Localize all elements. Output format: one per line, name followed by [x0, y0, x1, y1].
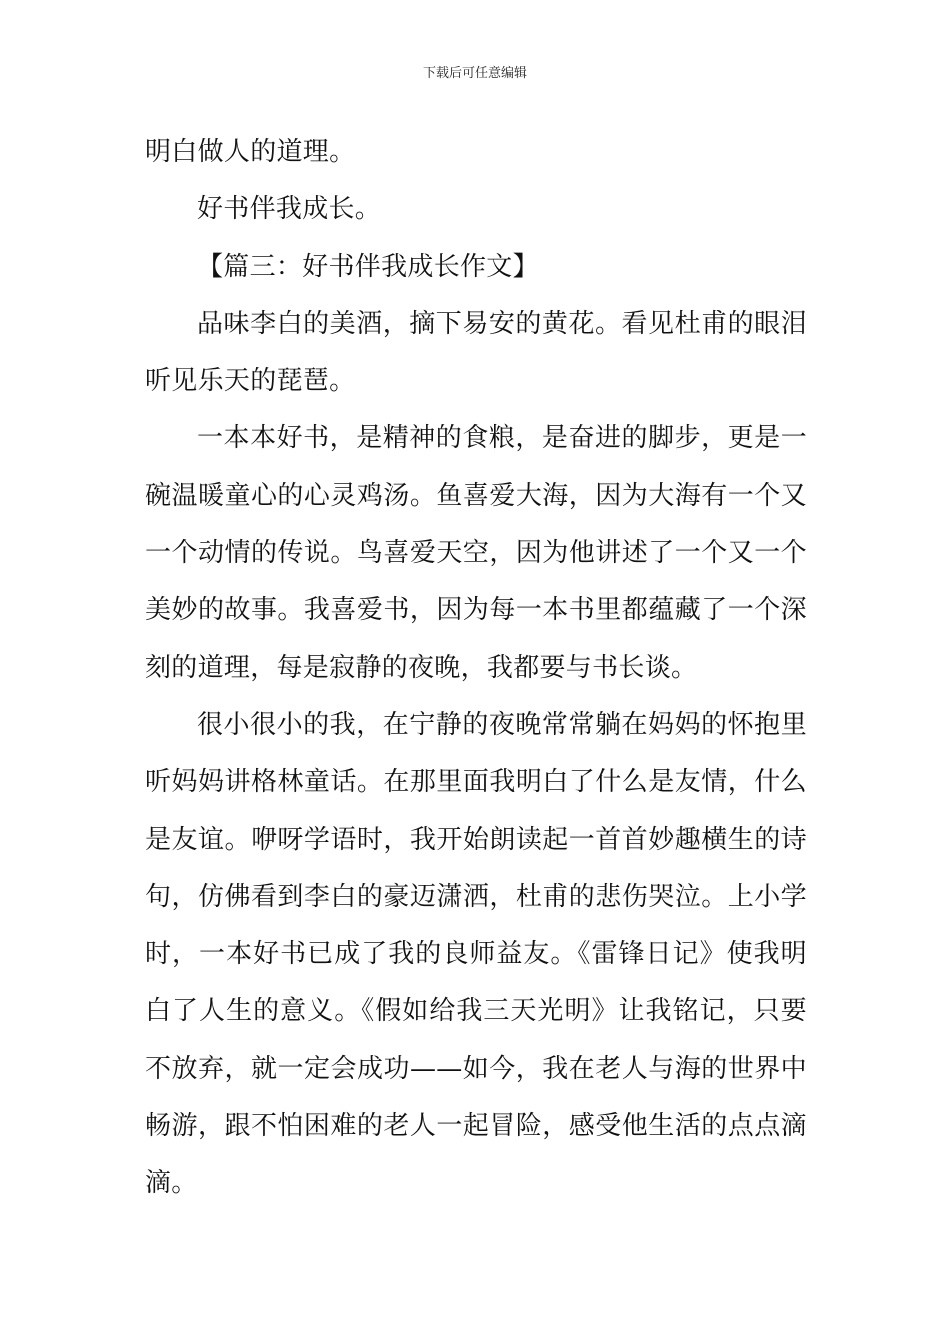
document-body [145, 124, 807, 1213]
paragraph: 一本本好书，是精神的食粮，是奋进的脚步，更是一碗温暖童心的心灵鸡汤。鱼喜爱大海，因为大海有一个又一个动情的传说。鸟喜爱天空，因为他讲述了一个又一个美妙的故事。我喜爱书，因为每一本书里都蕴藏了一个深刻的道理，每是寂静的夜晚，我都要与书长谈。 [145, 423, 807, 683]
paragraph: 很小很小的我，在宁静的夜晚常常躺在妈妈的怀抱里听妈妈讲格林童话。在那里面我明白了什么是友情，什么是友谊。咿呀学语时，我开始朗读起一首首妙趣横生的诗句，仿佛看到李白的豪迈潇洒，杜甫的悲伤哭泣。上小学时，一本好书已成了我的良师益友。《雷锋日记》使我明白了人生的意义。《假如给我三天光明》让我铭记，只要不放弃，就一定会成功——如今，我在老人与海的世界中畅游，跟不怕困难的老人一起冒险，感受他生活的点点滴滴。 [145, 709, 807, 1199]
paragraph: 品味李白的美酒，摘下易安的黄花。看见杜甫的眼泪听见乐天的琵琶。 [145, 308, 807, 397]
paragraph-continuation: 明白做人的道理。 [145, 137, 356, 167]
section-heading: 【篇三：好书伴我成长作文】 [197, 251, 539, 282]
page-header: 下载后可任意编辑 [422, 66, 527, 81]
paragraph-closing-line: 好书伴我成长。 [197, 194, 382, 225]
